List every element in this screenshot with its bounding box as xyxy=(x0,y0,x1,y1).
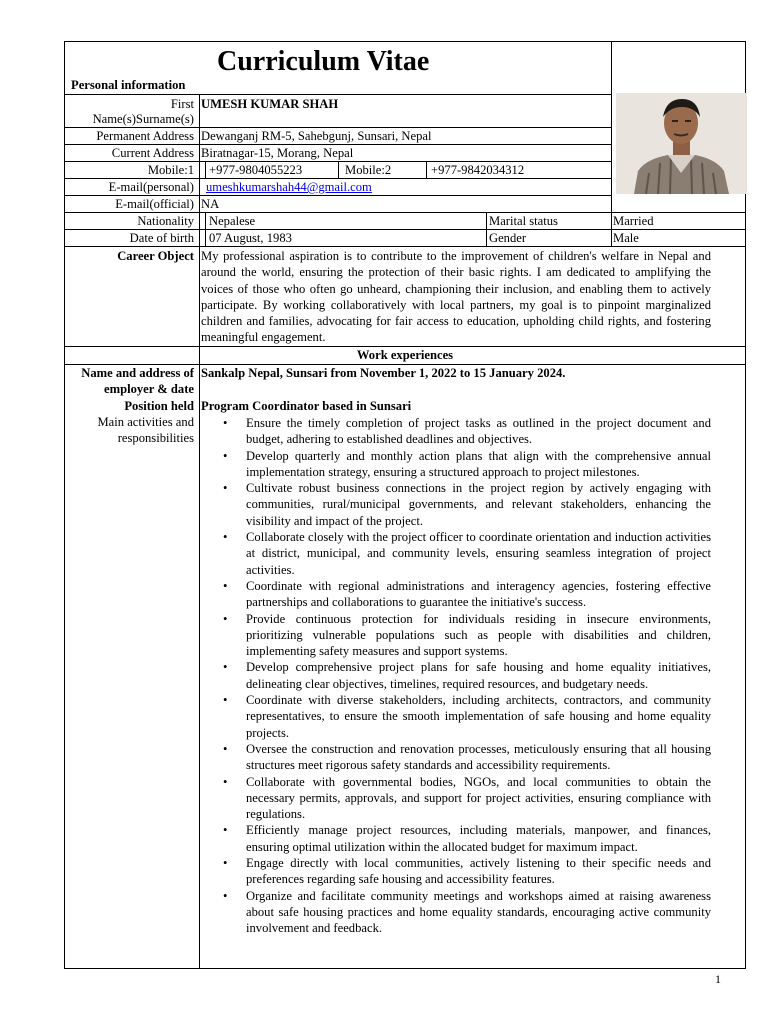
personal-information-heading: Personal information xyxy=(71,78,186,92)
mobile2-value: +977-9842034312 xyxy=(431,163,525,177)
page-number: 1 xyxy=(715,972,721,986)
nationality-value: Nepalese xyxy=(209,214,256,228)
mobile1-value: +977-9804055223 xyxy=(209,163,303,177)
cv-page xyxy=(64,41,746,969)
mobile1-label: Mobile:1 xyxy=(147,163,194,177)
list-item: • Oversee the construction and renovation processes, meticulously ensuring that all housing structures meet rigorous safety standards and accessibility requirements. xyxy=(215,741,711,774)
permanent-address-value: Dewanganj RM-5, Sahebgunj, Sunsari, Nepal xyxy=(201,129,432,143)
list-item: • Collaborate closely with the project officer to coordinate orientation and induction activities at district, municipal, and community levels, ensuring seamless integration of project activities. xyxy=(215,529,711,578)
email-personal-link[interactable]: umeshkumarshah44@gmail.com xyxy=(206,180,372,194)
current-address-value: Biratnagar-15, Morang, Nepal xyxy=(201,146,354,160)
profile-photo xyxy=(616,93,747,194)
portrait-icon xyxy=(616,93,747,194)
dob-label: Date of birth xyxy=(129,231,194,245)
employer-label-line1: Name and address of xyxy=(81,366,194,380)
document-title: Curriculum Vitae xyxy=(217,46,430,77)
activities-label-line2: responsibilities xyxy=(117,431,194,445)
name-label-line2: Name(s)Surname(s) xyxy=(92,112,194,126)
position-held-label: Position held xyxy=(124,399,194,413)
career-object-text: My professional aspiration is to contribute to the improvement of children's welfare in Nepal and around the world, ensuring the protection of their basic rights. I am dedicated to amplifying the voices of those who often go unheard, championing their inclusion, and enabling them to actively participate. By working collaboratively with local partners, my goal is to pinpoint marginalized children and families, advocating for fair access to education, upholding child rights, and fostering meaningful engagement. xyxy=(201,249,711,345)
marital-status-value: Married xyxy=(613,214,654,228)
nationality-label: Nationality xyxy=(137,214,194,228)
employer-label-line2: employer & date xyxy=(103,382,194,396)
email-official-value: NA xyxy=(201,197,220,211)
gender-label: Gender xyxy=(489,231,527,245)
marital-status-label: Marital status xyxy=(489,214,558,228)
responsibilities-list xyxy=(215,415,711,937)
list-item: • Provide continuous protection for individuals residing in insecure environments, prioritizing vulnerable populations such as people with disabilities and children, implementing safety measures and support systems. xyxy=(215,611,711,660)
position-held-value: Program Coordinator based in Sunsari xyxy=(201,399,412,413)
list-item: • Cultivate robust business connections in the project region by actively engaging with communities, rural/municipal governments, and relevant stakeholders, enhancing the visibility and impact of the project. xyxy=(215,480,711,529)
email-personal-label: E-mail(personal) xyxy=(108,180,194,194)
current-address-label: Current Address xyxy=(111,146,194,160)
dob-value: 07 August, 1983 xyxy=(209,231,292,245)
name-label-line1: First xyxy=(170,97,194,111)
mobile2-label: Mobile:2 xyxy=(345,163,392,177)
list-item: • Organize and facilitate community meetings and workshops aimed at raising awareness about safe housing practices and home equality standards, encouraging active community involvement and feedback. xyxy=(215,888,711,937)
list-item: • Coordinate with regional administrations and interagency agencies, fostering effective partnerships and collaborations to guarantee the initiative's success. xyxy=(215,578,711,611)
list-item: • Coordinate with diverse stakeholders, including architects, contractors, and community representatives, to ensure the smooth implementation of safe housing and home equality projects. xyxy=(215,692,711,741)
name-value: UMESH KUMAR SHAH xyxy=(201,97,339,111)
activities-label-line1: Main activities and xyxy=(97,415,194,429)
permanent-address-label: Permanent Address xyxy=(96,129,194,143)
list-item: • Ensure the timely completion of project tasks as outlined in the project document and budget, adhering to established deadlines and objectives. xyxy=(215,415,711,448)
work-experiences-heading: Work experiences xyxy=(356,348,454,362)
email-official-label: E-mail(official) xyxy=(115,197,194,211)
list-item: • Develop comprehensive project plans for safe housing and home equality initiatives, delineating clear objectives, timelines, required resources, and budgetary needs. xyxy=(215,659,711,692)
list-item: • Develop quarterly and monthly action plans that align with the comprehensive annual implementation strategy, ensuring a structured approach to project milestones. xyxy=(215,448,711,481)
career-object-label: Career Object xyxy=(117,249,194,263)
employer-value: Sankalp Nepal, Sunsari from November 1, 2022 to 15 January 2024. xyxy=(201,366,566,380)
list-item: • Collaborate with governmental bodies, NGOs, and local communities to obtain the necessary permits, approvals, and support for project activities, ensuring compliance with regulations. xyxy=(215,774,711,823)
gender-value: Male xyxy=(613,231,639,245)
list-item: • Engage directly with local communities, actively listening to their specific needs and preferences regarding safe housing and accessibility features. xyxy=(215,855,711,888)
list-item: • Efficiently manage project resources, including materials, manpower, and finances, ensuring optimal utilization within the allocated budget for maximum impact. xyxy=(215,822,711,855)
